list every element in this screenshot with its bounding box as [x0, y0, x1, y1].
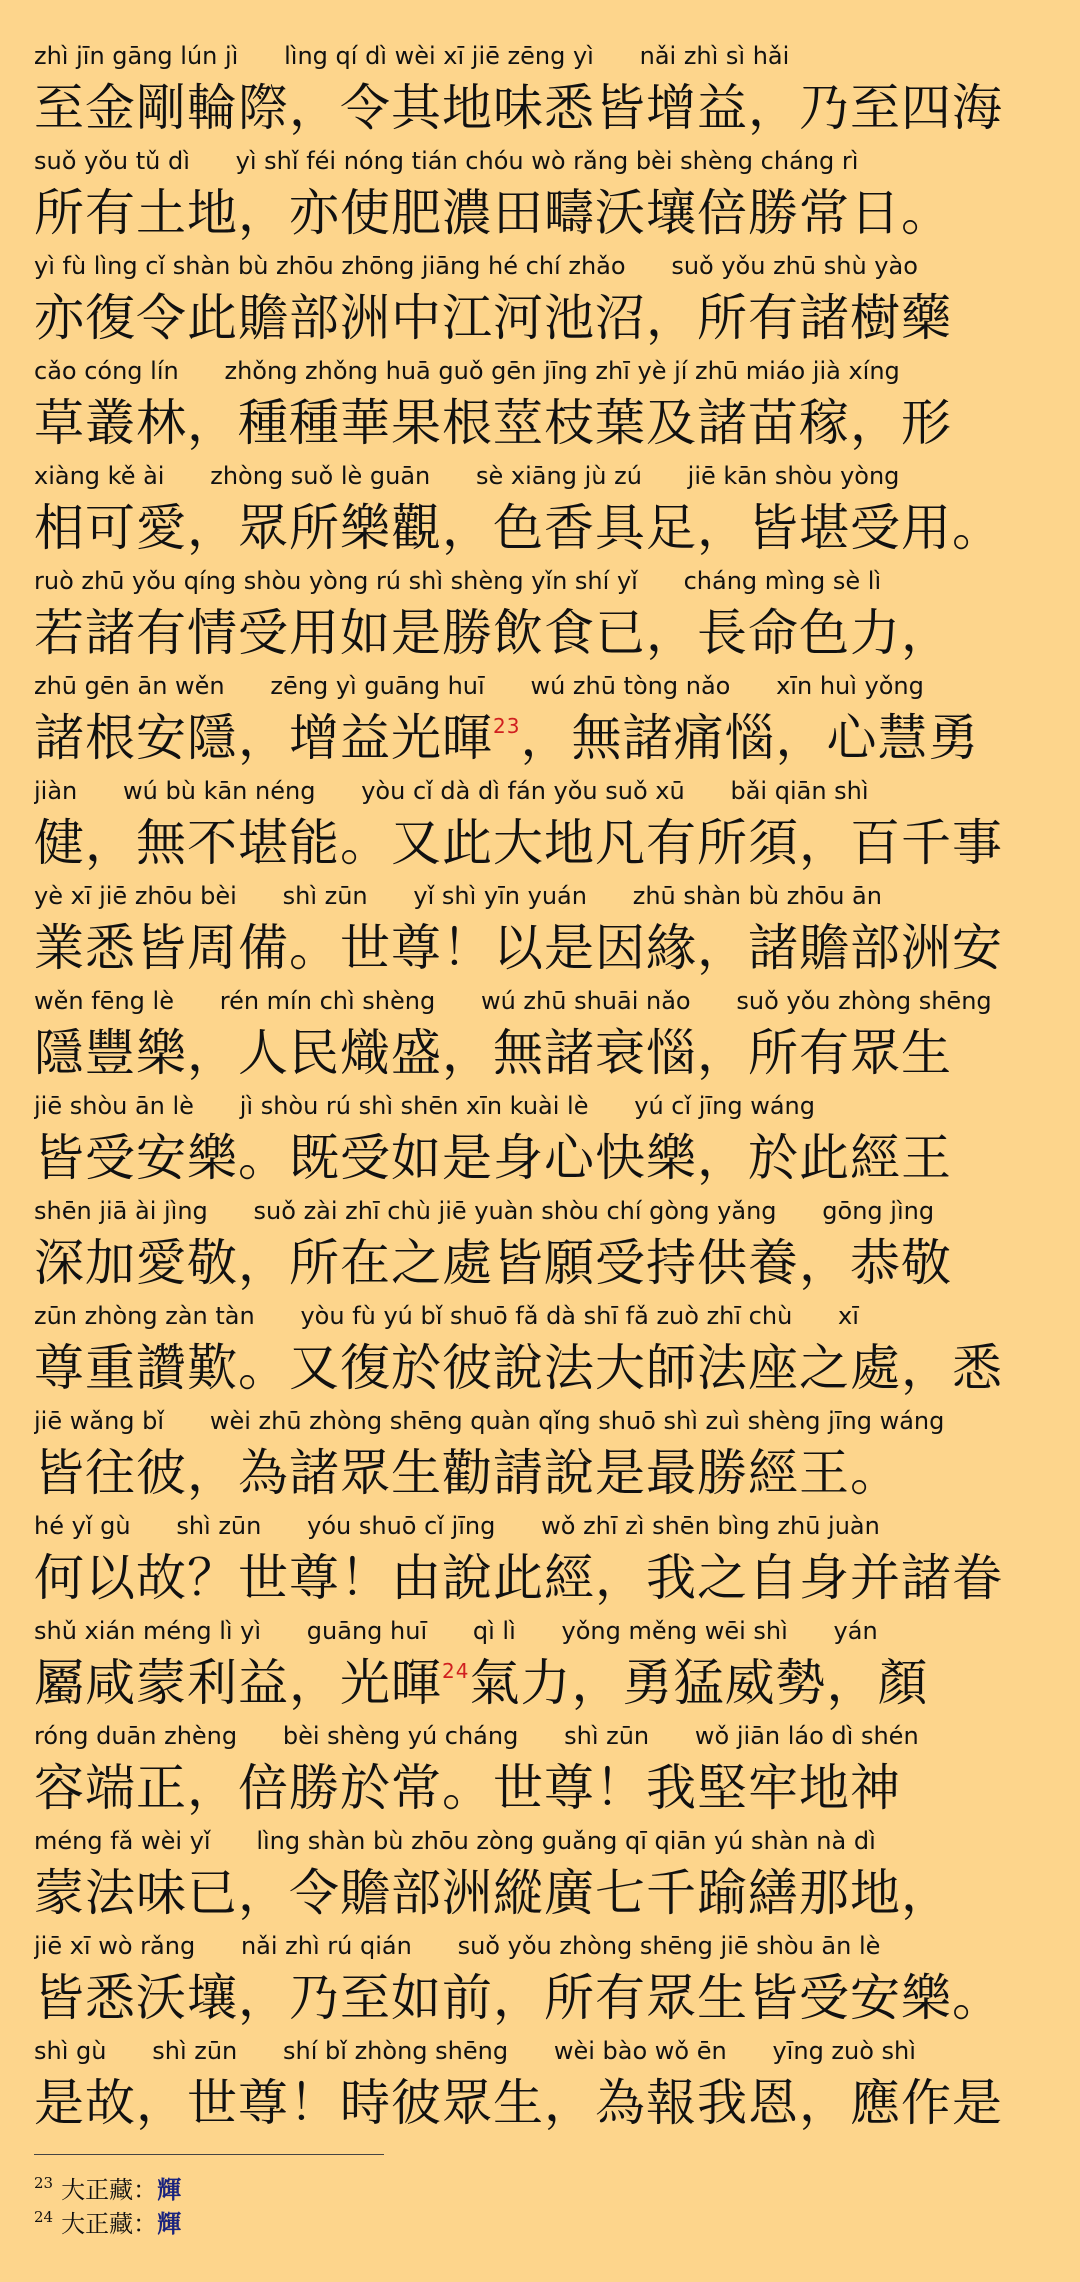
hanzi-text: 容端正，倍勝於常。世尊！我堅牢地神: [34, 1759, 901, 1817]
hanzi-line: [34, 705, 1050, 771]
pinyin-line: jiàn wú bù kān néng yòu cǐ dà dì fán yǒu suǒ xū bǎi qiān shì: [34, 777, 869, 805]
text-line: [34, 668, 1050, 773]
pinyin-line: zūn zhòng zàn tàn yòu fù yú bǐ shuō fǎ dà shī fǎ zuò zhī chù xī: [34, 1302, 859, 1330]
footnote-number: 23: [34, 2174, 54, 2192]
footnote-reference[interactable]: 23: [493, 714, 521, 738]
pinyin-line: róng duān zhèng bèi shèng yú cháng shì zūn wǒ jiān láo dì shén: [34, 1722, 919, 1750]
text-line: [34, 1508, 1050, 1613]
hanzi-line: [34, 390, 1050, 456]
hanzi-text: 尊重讚歎。又復於彼說法大師法座之處，悉: [34, 1339, 1003, 1397]
footnote-value: 輝: [157, 2209, 182, 2238]
hanzi-line: [34, 1020, 1050, 1086]
footnote-value: 輝: [157, 2175, 182, 2204]
pinyin-text-block: [34, 38, 1050, 2138]
pinyin-line: shēn jiā ài jìng suǒ zài zhī chù jiē yuàn shòu chí gòng yǎng gōng jìng: [34, 1197, 935, 1225]
hanzi-line: [34, 1335, 1050, 1401]
pinyin-line: jiē shòu ān lè jì shòu rú shì shēn xīn kuài lè yú cǐ jīng wáng: [34, 1092, 815, 1120]
hanzi-line: [34, 1230, 1050, 1296]
text-line: [34, 1928, 1050, 2033]
text-line: [34, 563, 1050, 668]
hanzi-text-continued: ，無諸痛惱，心慧勇: [520, 709, 980, 767]
pinyin-line: ruò zhū yǒu qíng shòu yòng rú shì shèng yǐn shí yǐ cháng mìng sè lì: [34, 567, 882, 595]
text-line: [34, 353, 1050, 458]
text-line: [34, 773, 1050, 878]
hanzi-line: [34, 1545, 1050, 1611]
text-line: [34, 878, 1050, 983]
hanzi-text: 若諸有情受用如是勝飲食已，長命色力，: [34, 604, 952, 662]
hanzi-line: [34, 495, 1050, 561]
pinyin-line: suǒ yǒu tǔ dì yì shǐ féi nóng tián chóu wò rǎng bèi shèng cháng rì: [34, 147, 859, 175]
footnote-number: 24: [34, 2208, 54, 2226]
pinyin-line: jiē xī wò rǎng nǎi zhì rú qián suǒ yǒu zhòng shēng jiē shòu ān lè: [34, 1932, 881, 1960]
text-line: [34, 1403, 1050, 1508]
pinyin-line: shì gù shì zūn shí bǐ zhòng shēng wèi bào wǒ ēn yīng zuò shì: [34, 2037, 916, 2065]
hanzi-text: 皆往彼，為諸眾生勸請說是最勝經王。: [34, 1444, 901, 1502]
hanzi-text: 亦復令此贍部洲中江河池沼，所有諸樹藥: [34, 289, 952, 347]
pinyin-line: yè xī jiē zhōu bèi shì zūn yǐ shì yīn yuán zhū shàn bù zhōu ān: [34, 882, 882, 910]
hanzi-line: [34, 1440, 1050, 1506]
text-line: [34, 2033, 1050, 2138]
pinyin-line: hé yǐ gù shì zūn yóu shuō cǐ jīng wǒ zhī zì shēn bìng zhū juàn: [34, 1512, 880, 1540]
hanzi-line: [34, 1650, 1050, 1716]
pinyin-line: jiē wǎng bǐ wèi zhū zhòng shēng quàn qǐng shuō shì zuì shèng jīng wáng: [34, 1407, 945, 1435]
hanzi-line: [34, 2070, 1050, 2136]
text-line: [34, 1718, 1050, 1823]
footnote-23: [34, 2173, 1050, 2207]
pinyin-line: zhì jīn gāng lún jì lìng qí dì wèi xī jiē zēng yì nǎi zhì sì hǎi: [34, 42, 790, 70]
hanzi-line: [34, 1125, 1050, 1191]
hanzi-text: 皆受安樂。既受如是身心快樂，於此經王: [34, 1129, 952, 1187]
hanzi-text: 是故，世尊！時彼眾生，為報我恩，應作是: [34, 2074, 1003, 2132]
hanzi-text: 相可愛，眾所樂觀，色香具足，皆堪受用。: [34, 499, 1003, 557]
hanzi-text-continued: 氣力，勇猛威勢，顏: [469, 1654, 929, 1712]
text-line: [34, 1088, 1050, 1193]
text-line: [34, 1298, 1050, 1403]
text-line: [34, 1613, 1050, 1718]
hanzi-line: [34, 915, 1050, 981]
footnote-reference[interactable]: 24: [442, 1659, 470, 1683]
hanzi-line: [34, 285, 1050, 351]
hanzi-text: 隱豐樂，人民熾盛，無諸衰惱，所有眾生: [34, 1024, 952, 1082]
text-line: [34, 1193, 1050, 1298]
hanzi-line: [34, 180, 1050, 246]
hanzi-text: 草叢林，種種華果根莖枝葉及諸苗稼，形: [34, 394, 952, 452]
hanzi-line: [34, 1755, 1050, 1821]
hanzi-line: [34, 75, 1050, 141]
hanzi-line: [34, 810, 1050, 876]
hanzi-line: [34, 600, 1050, 666]
pinyin-line: yì fù lìng cǐ shàn bù zhōu zhōng jiāng hé chí zhǎo suǒ yǒu zhū shù yào: [34, 252, 918, 280]
pinyin-line: cǎo cóng lín zhǒng zhǒng huā guǒ gēn jīng zhī yè jí zhū miáo jià xíng: [34, 357, 900, 385]
hanzi-text: 蒙法味已，令贍部洲縱廣七千踰繕那地，: [34, 1864, 952, 1922]
hanzi-text: 所有土地，亦使肥濃田疇沃壤倍勝常日。: [34, 184, 952, 242]
hanzi-text: 業悉皆周備。世尊！以是因緣，諸贍部洲安: [34, 919, 1003, 977]
text-line: [34, 38, 1050, 143]
text-line: [34, 983, 1050, 1088]
hanzi-text: 屬咸蒙利益，光暉: [34, 1654, 442, 1712]
footnote-label: 大正藏：: [61, 2210, 158, 2238]
hanzi-text: 何以故？世尊！由說此經，我之自身并諸眷: [34, 1549, 1003, 1607]
footnote-divider: [34, 2154, 384, 2155]
text-line: [34, 1823, 1050, 1928]
footnote-24: [34, 2207, 1050, 2241]
hanzi-text: 健，無不堪能。又此大地凡有所須，百千事: [34, 814, 1003, 872]
pinyin-line: xiàng kě ài zhòng suǒ lè guān sè xiāng jù zú jiē kān shòu yòng: [34, 462, 900, 490]
text-line: [34, 458, 1050, 563]
text-line: [34, 248, 1050, 353]
footnotes: [34, 2154, 1050, 2241]
hanzi-text: 諸根安隱，增益光暉: [34, 709, 493, 767]
pinyin-line: zhū gēn ān wěn zēng yì guāng huī wú zhū tòng nǎo xīn huì yǒng: [34, 672, 924, 700]
hanzi-line: [34, 1860, 1050, 1926]
text-line: [34, 143, 1050, 248]
hanzi-line: [34, 1965, 1050, 2031]
footnote-label: 大正藏：: [61, 2176, 158, 2204]
pinyin-line: méng fǎ wèi yǐ lìng shàn bù zhōu zòng guǎng qī qiān yú shàn nà dì: [34, 1827, 876, 1855]
hanzi-text: 深加愛敬，所在之處皆願受持供養，恭敬: [34, 1234, 952, 1292]
pinyin-line: wěn fēng lè rén mín chì shèng wú zhū shuāi nǎo suǒ yǒu zhòng shēng: [34, 987, 992, 1015]
pinyin-line: shǔ xián méng lì yì guāng huī qì lì yǒng měng wēi shì yán: [34, 1617, 878, 1645]
hanzi-text: 皆悉沃壤，乃至如前，所有眾生皆受安樂。: [34, 1969, 1003, 2027]
hanzi-text: 至金剛輪際，令其地味悉皆增益，乃至四海: [34, 79, 1003, 137]
